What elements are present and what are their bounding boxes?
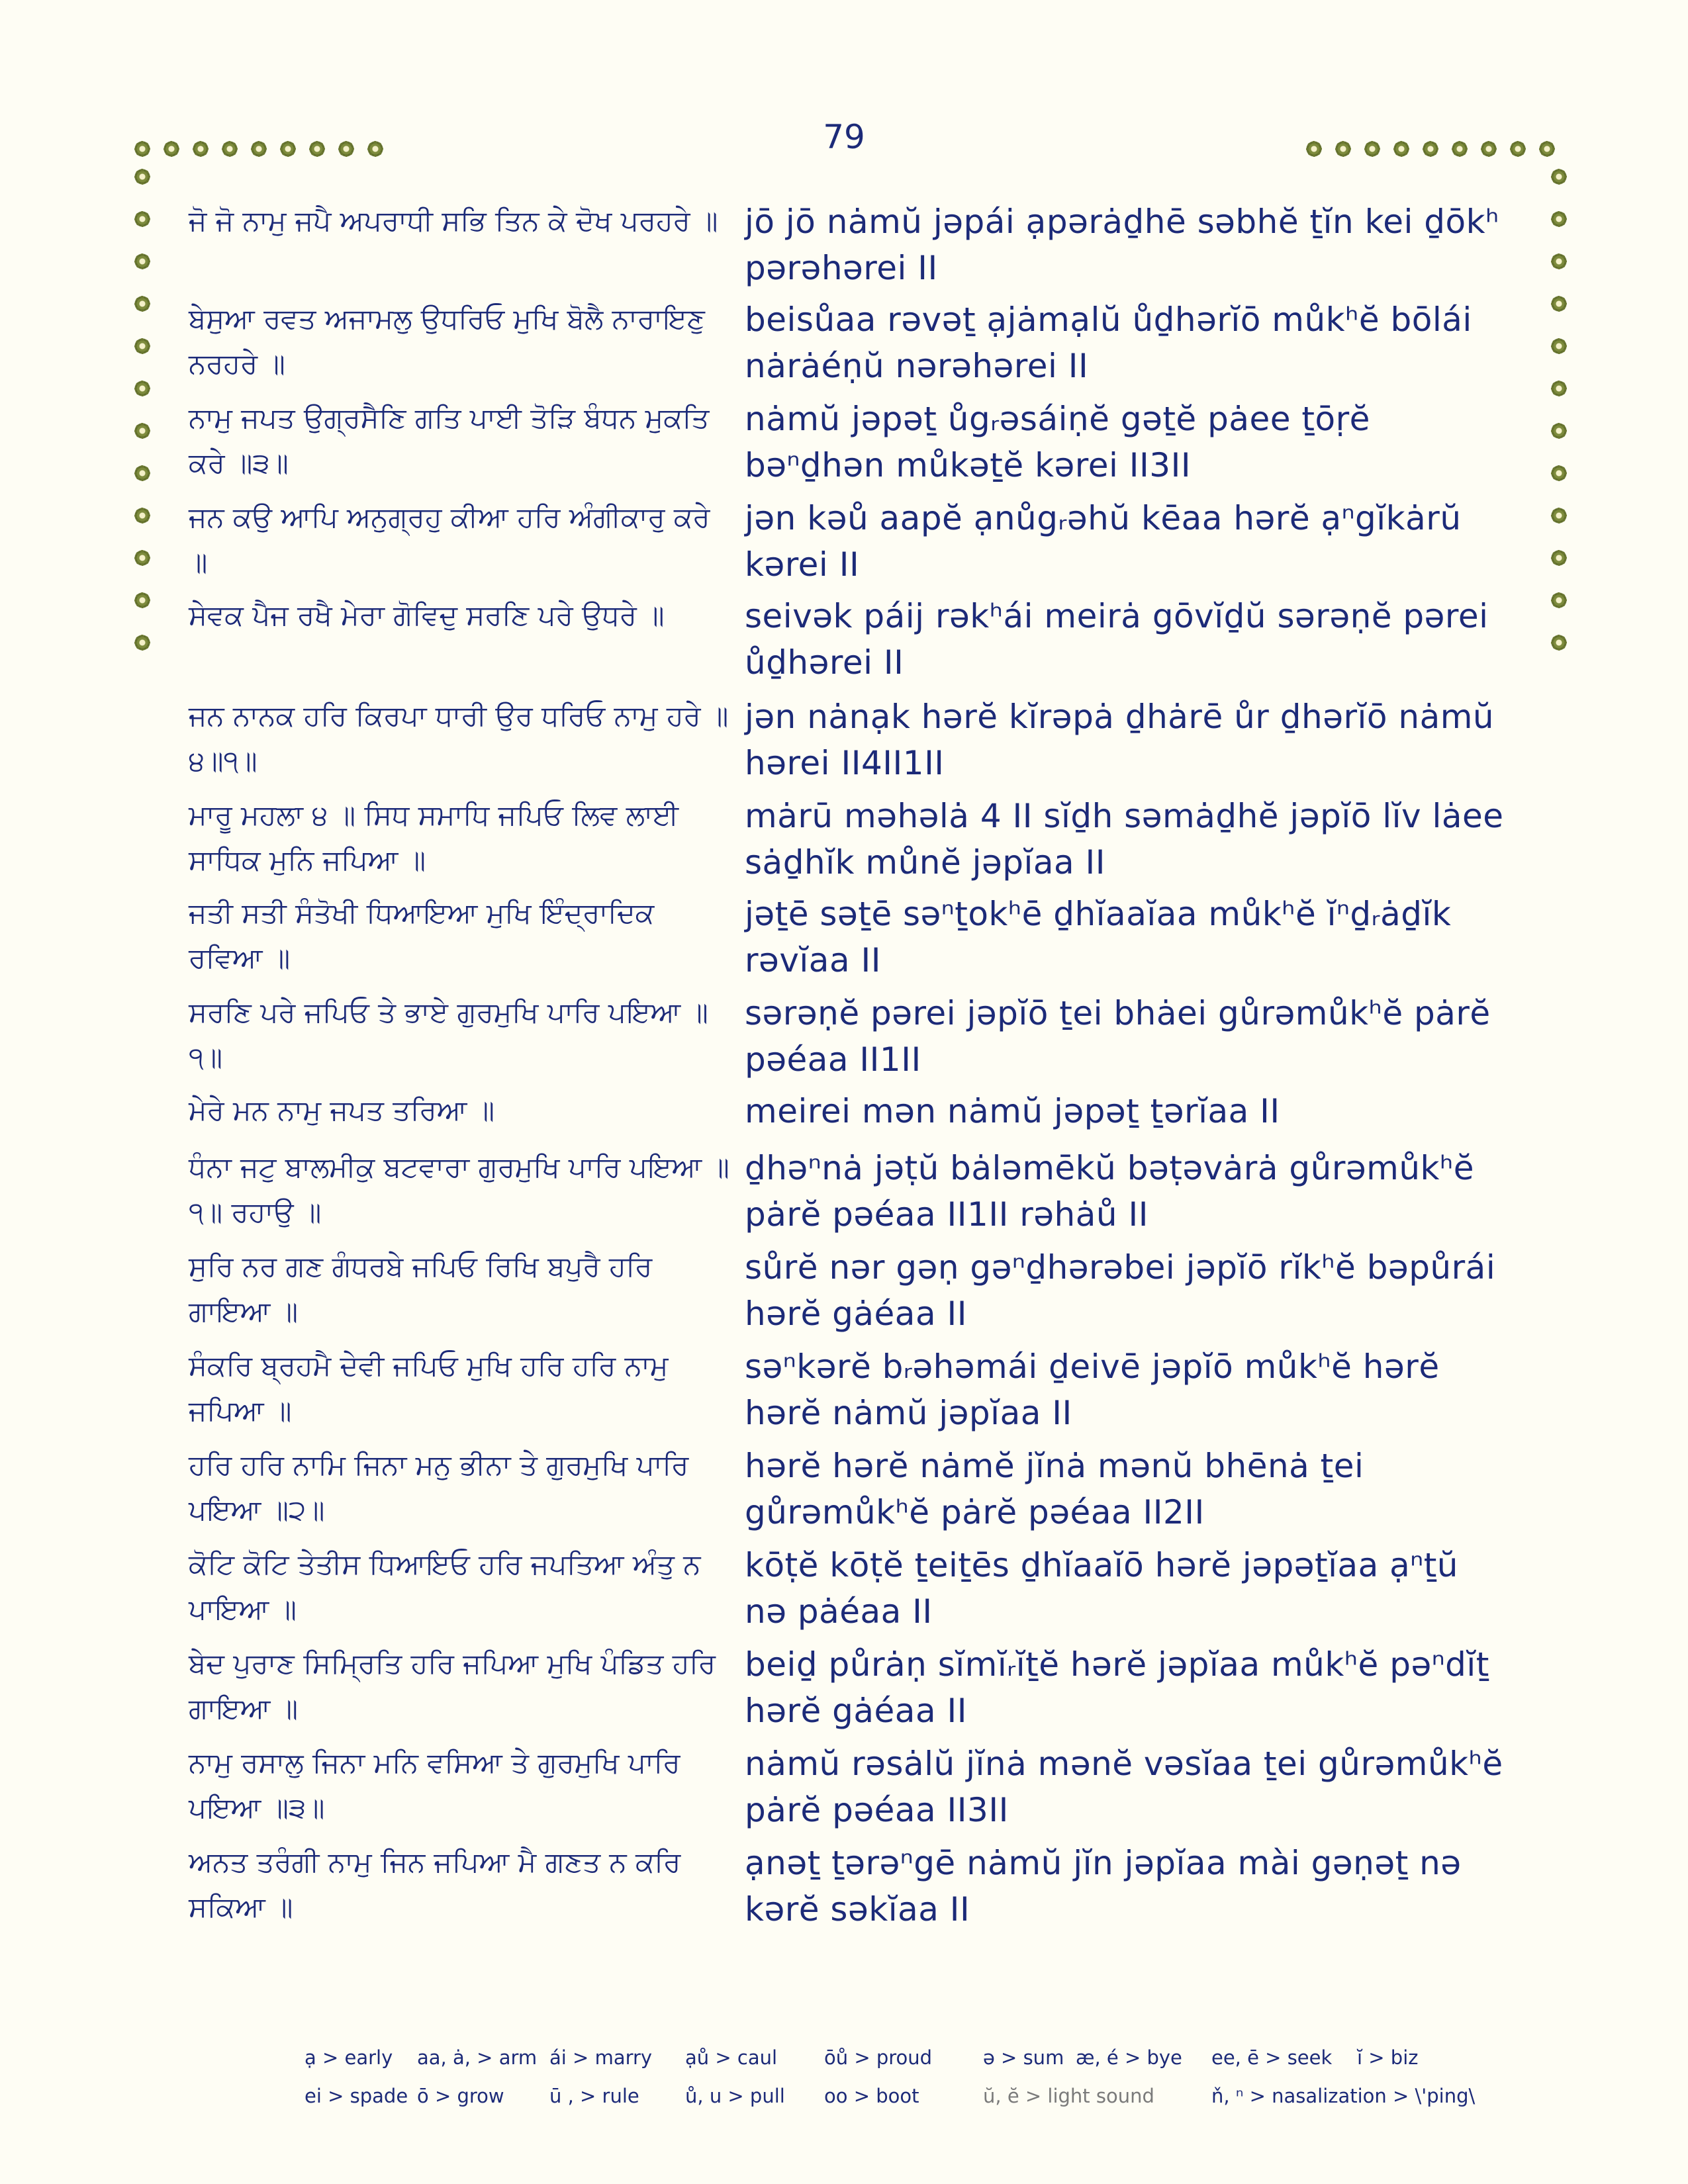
flower-ornament-icon [132, 294, 152, 314]
flower-ornament-icon [132, 421, 152, 441]
flower-ornament-icon [1549, 463, 1569, 483]
flower-ornament-icon [132, 379, 152, 398]
flower-ornament-icon [132, 633, 152, 653]
verse-row [189, 1244, 1519, 1343]
transliteration: kōṭĕ kōṭĕ ṯeiṯēs ḏhĭaaĭō hərĕ jəpəṯĭaa ạⁿṯŭ nə pȧéaa II [745, 1546, 1458, 1631]
gurmukhi-verse: ਜੋ ਜੋ ਨਾਮੁ ਜਪੈ ਅਪਰਾਧੀ ਸਭਿ ਤਿਨ ਕੇ ਦੋਖ ਪਰਹਰੇ ॥ [189, 205, 718, 237]
legend-row [305, 2077, 1496, 2115]
legend-item: ŭ, ĕ > light sound [983, 2085, 1154, 2107]
flower-ornament-icon [1549, 251, 1569, 271]
legend-item: ů, u > pull [685, 2085, 785, 2107]
legend-row [305, 2038, 1496, 2077]
flower-ornament-icon [191, 139, 211, 159]
gurmukhi-verse: ਬੇਦ ਪੁਰਾਣ ਸਿਮ੍ਰਿਤਿ ਹਰਿ ਜਪਿਆ ਮੁਖਿ ਪੰਡਿਤ ਹਰਿ ਗਾਇਆ ॥ [189, 1647, 716, 1725]
gurmukhi-verse: ਬੇਸੁਆ ਰਵਤ ਅਜਾਮਲੁ ਉਧਰਿਓ ਮੁਖਿ ਬੋਲੈ ਨਾਰਾਇਣੁ ਨਰਹਰੇ ॥ [189, 302, 705, 380]
flower-ornament-icon [1421, 139, 1440, 159]
transliteration: meirei mən nȧmŭ jəpəṯ ṯərĭaa II [745, 1092, 1280, 1130]
gurmukhi-verse: ਜਤੀ ਸਤੀ ਸੰਤੋਖੀ ਧਿਆਇਆ ਮੁਖਿ ਇੰਦ੍ਰਾਦਿਕ ਰਵਿਆ ॥ [189, 897, 655, 974]
verse-row [189, 1145, 1519, 1244]
legend-item: aa, ȧ, > arm [417, 2046, 538, 2069]
gurmukhi-verse: ਅਨਤ ਤਰੰਗੀ ਨਾਮੁ ਜਿਨ ਜਪਿਆ ਮੈ ਗਣਤ ਨ ਕਰਿ ਸਕਿਆ ॥ [189, 1846, 681, 1923]
verse-row [189, 1443, 1519, 1542]
gurmukhi-verse: ਸਰਣਿ ਪਰੇ ਜਪਿਓ ਤੇ ਭਾਏ ਗੁਰਮੁਖਿ ਪਾਰਿ ਪਇਆ ॥੧॥ [189, 996, 708, 1073]
verse-row [189, 1343, 1519, 1443]
flower-ornament-icon [132, 506, 152, 525]
legend-item: oo > boot [824, 2085, 919, 2107]
flower-ornament-icon [1549, 633, 1569, 653]
gurmukhi-verse: ਸੁਰਿ ਨਰ ਗਣ ਗੰਧਰਬੇ ਜਪਿਓ ਰਿਖਿ ਬਪੁਰੈ ਹਰਿ ਗਾਇਆ ॥ [189, 1250, 653, 1328]
verse-row [189, 296, 1519, 396]
flower-ornament-icon [1508, 139, 1528, 159]
flower-ornament-icon [1549, 209, 1569, 229]
legend-item: ái > marry [549, 2046, 653, 2069]
gurmukhi-verse: ਜਨ ਨਾਨਕ ਹਰਿ ਕਿਰਪਾ ਧਾਰੀ ਉਰ ਧਰਿਓ ਨਾਮੁ ਹਰੇ ॥੪॥੧॥ [189, 700, 729, 777]
flower-ornament-icon [249, 139, 269, 159]
legend-item: ōů > proud [824, 2046, 933, 2069]
transliteration: beiḏ půrȧṇ sĭmĭᵣĭṯĕ hərĕ jəpĭaa můkʰĕ pəⁿdĭṯ hərĕ gȧéaa II [745, 1645, 1489, 1730]
gurmukhi-verse: ਕੋਟਿ ਕੋਟਿ ਤੇਤੀਸ ਧਿਆਇਓ ਹਰਿ ਜਪਤਿਆ ਅੰਤੁ ਨ ਪਾਇਆ ॥ [189, 1548, 701, 1625]
verse-row [189, 694, 1519, 793]
transliteration: ạnəṯ ṯərəⁿgē nȧmŭ jĭn jəpĭaa mài gəṇəṯ nə kərĕ səkĭaa II [745, 1844, 1462, 1929]
legend-item: ň, ⁿ > nasalization > \'ping\ [1211, 2085, 1476, 2107]
transliteration: jō jō nȧmŭ jəpái ạpərȧḏhē səbhĕ ṯĭn kei ḏōkʰ pərəhərei II [745, 203, 1499, 287]
transliteration: səⁿkərĕ bᵣəhəmái ḏeivē jəpĭō můkʰĕ hərĕ hərĕ nȧmŭ jəpĭaa II [745, 1347, 1440, 1432]
gurmukhi-verse: ਹਰਿ ਹਰਿ ਨਾਮਿ ਜਿਨਾ ਮਨੁ ਭੀਨਾ ਤੇ ਗੁਰਮੁਖਿ ਪਾਰਿ ਪਇਆ ॥੨॥ [189, 1449, 689, 1526]
transliteration: jən nȧnạk hərĕ kĭrəpȧ ḏhȧrē ůr ḏhərĭō nȧmŭ hərei II4II1II [745, 698, 1495, 782]
verse-row [189, 990, 1519, 1088]
flower-ornament-icon [132, 139, 152, 159]
transliteration: sərəṇĕ pərei jəpĭō ṯei bhȧei gůrəmůkʰĕ pȧrĕ pəéaa II1II [745, 994, 1491, 1079]
flower-ornament-icon [1549, 548, 1569, 568]
flower-ornament-icon [307, 139, 327, 159]
transliteration: nȧmŭ rəsȧlŭ jĭnȧ mənĕ vəsĭaa ṯei gůrəmůkʰĕ pȧrĕ pəéaa II3II [745, 1745, 1503, 1829]
verse-row [189, 396, 1519, 495]
flower-ornament-icon [1362, 139, 1382, 159]
legend-item: ō > grow [417, 2085, 504, 2107]
transliteration: jən kəů aapĕ ạnůgᵣəhŭ kēaa hərĕ ạⁿgĭkȧrŭ kərei II [745, 499, 1462, 584]
flower-ornament-icon [1537, 139, 1557, 159]
flower-ornament-icon [336, 139, 356, 159]
flower-ornament-icon [1549, 167, 1569, 187]
verse-row [189, 199, 1519, 296]
flower-ornament-icon [1549, 379, 1569, 398]
verse-row [189, 1741, 1519, 1840]
legend-item: ạů > caul [685, 2046, 778, 2069]
verse-row [189, 1088, 1519, 1145]
transliteration: beisůaa rəvəṯ ạjȧmạlŭ ůḏhərĭō můkʰĕ bōlái nȧrȧéṇŭ nərəhərei II [745, 300, 1472, 385]
flower-ornament-icon [132, 590, 152, 610]
gurmukhi-verse: ਜਨ ਕਉ ਆਪਿ ਅਨੁਗ੍ਰਹੁ ਕੀਆ ਹਰਿ ਅੰਗੀਕਾਰੁ ਕਰੇ ॥ [189, 501, 710, 578]
flower-ornament-icon [1549, 421, 1569, 441]
flower-ornament-icon [132, 209, 152, 229]
transliteration: nȧmŭ jəpəṯ ůgᵣəsáiṇĕ gəṯĕ pȧee ṯōṛĕ bəⁿḏhən můkəṯĕ kərei II3II [745, 400, 1370, 484]
gurmukhi-verse: ਮੇਰੇ ਮਨ ਨਾਮੁ ਜਪਤ ਤਰਿਆ ॥ [189, 1094, 495, 1126]
verse-row [189, 1641, 1519, 1741]
legend-item: æ, é > bye [1076, 2046, 1182, 2069]
legend-item: ə > sum [983, 2046, 1064, 2069]
flower-ornament-icon [1549, 294, 1569, 314]
flower-ornament-icon [1549, 336, 1569, 356]
transliteration: ḏhəⁿnȧ jəṭŭ bȧləmēkŭ bəṭəvȧrȧ gůrəmůkʰĕ pȧrĕ pəéaa II1II rəhȧů II [745, 1149, 1474, 1234]
legend-item: ei > spade [305, 2085, 408, 2107]
verse-row [189, 1542, 1519, 1641]
legend-item: ū , > rule [549, 2085, 639, 2107]
verse-table [189, 199, 1519, 1939]
gurmukhi-verse: ਮਾਰੂ ਮਹਲਾ ੪ ॥ ਸਿਧ ਸਮਾਧਿ ਜਪਿਓ ਲਿਵ ਲਾਈ ਸਾਧਿਕ ਮੁਨਿ ਜਪਿਆ ॥ [189, 799, 679, 876]
verse-row [189, 1840, 1519, 1939]
transliteration: hərĕ hərĕ nȧmĕ jĭnȧ mənŭ bhēnȧ ṯei gůrəmůkʰĕ pȧrĕ pəéaa II2II [745, 1447, 1364, 1531]
gurmukhi-verse: ਧੰਨਾ ਜਟੁ ਬਾਲਮੀਕੁ ਬਟਵਾਰਾ ਗੁਰਮੁਖਿ ਪਾਰਿ ਪਇਆ ॥੧॥ ਰਹਾਉ ॥ [189, 1151, 729, 1228]
flower-ornament-icon [162, 139, 181, 159]
verse-row [189, 793, 1519, 891]
flower-ornament-icon [132, 336, 152, 356]
transliteration: sůrĕ nər gəṇ gəⁿḏhərəbei jəpĭō rĭkʰĕ bəpůrái hərĕ gȧéaa II [745, 1248, 1496, 1333]
flower-ornament-icon [132, 167, 152, 187]
verse-row [189, 891, 1519, 990]
flower-ornament-icon [1333, 139, 1353, 159]
gurmukhi-verse: ਸੰਕਰਿ ਬ੍ਰਹਮੈ ਦੇਵੀ ਜਪਿਓ ਮੁਖਿ ਹਰਿ ਹਰਿ ਨਾਮੁ ਜਪਿਆ ॥ [189, 1349, 669, 1427]
gurmukhi-verse: ਨਾਮੁ ਜਪਤ ਉਗ੍ਰਸੈਣਿ ਗਤਿ ਪਾਈ ਤੋੜਿ ਬੰਧਨ ਮੁਕਤਿ ਕਰੇ ॥੩॥ [189, 402, 710, 479]
flower-ornament-icon [1450, 139, 1470, 159]
pronunciation-legend [305, 2038, 1496, 2115]
verse-row [189, 495, 1519, 593]
flower-ornament-icon [1479, 139, 1499, 159]
legend-item: ee, ē > seek [1211, 2046, 1333, 2069]
flower-ornament-icon [1549, 590, 1569, 610]
verse-row [189, 593, 1519, 694]
transliteration: mȧrū məhəlȧ 4 II sĭḏh səmȧḏhĕ jəpĭō lĭv lȧee sȧḏhĭk můnĕ jəpĭaa II [745, 797, 1504, 882]
transliteration: jəṯē səṯē səⁿṯokʰē ḏhĭaaĭaa můkʰĕ ĭⁿḏᵣȧḏĭk rəvĭaa II [745, 895, 1452, 979]
page-number: 79 [823, 118, 865, 156]
gurmukhi-verse: ਨਾਮੁ ਰਸਾਲੁ ਜਿਨਾ ਮਨਿ ਵਸਿਆ ਤੇ ਗੁਰਮੁਖਿ ਪਾਰਿ ਪਇਆ ॥੩॥ [189, 1747, 680, 1824]
flower-ornament-icon [278, 139, 298, 159]
flower-ornament-icon [220, 139, 240, 159]
flower-ornament-icon [132, 548, 152, 568]
flower-ornament-icon [1549, 506, 1569, 525]
flower-ornament-icon [1304, 139, 1324, 159]
flower-ornament-icon [132, 463, 152, 483]
flower-ornament-icon [132, 251, 152, 271]
flower-ornament-icon [365, 139, 385, 159]
legend-item: ạ > early [305, 2046, 393, 2069]
legend-item: ĭ > biz [1357, 2046, 1419, 2069]
transliteration: seivək páij rəkʰái meirȧ gōvĭḏŭ sərəṇĕ pərei ůḏhərei II [745, 597, 1489, 682]
flower-ornament-icon [1391, 139, 1411, 159]
gurmukhi-verse: ਸੇਵਕ ਪੈਜ ਰਖੈ ਮੇਰਾ ਗੋਵਿਦੁ ਸਰਣਿ ਪਰੇ ਉਧਰੇ ॥ [189, 599, 665, 631]
